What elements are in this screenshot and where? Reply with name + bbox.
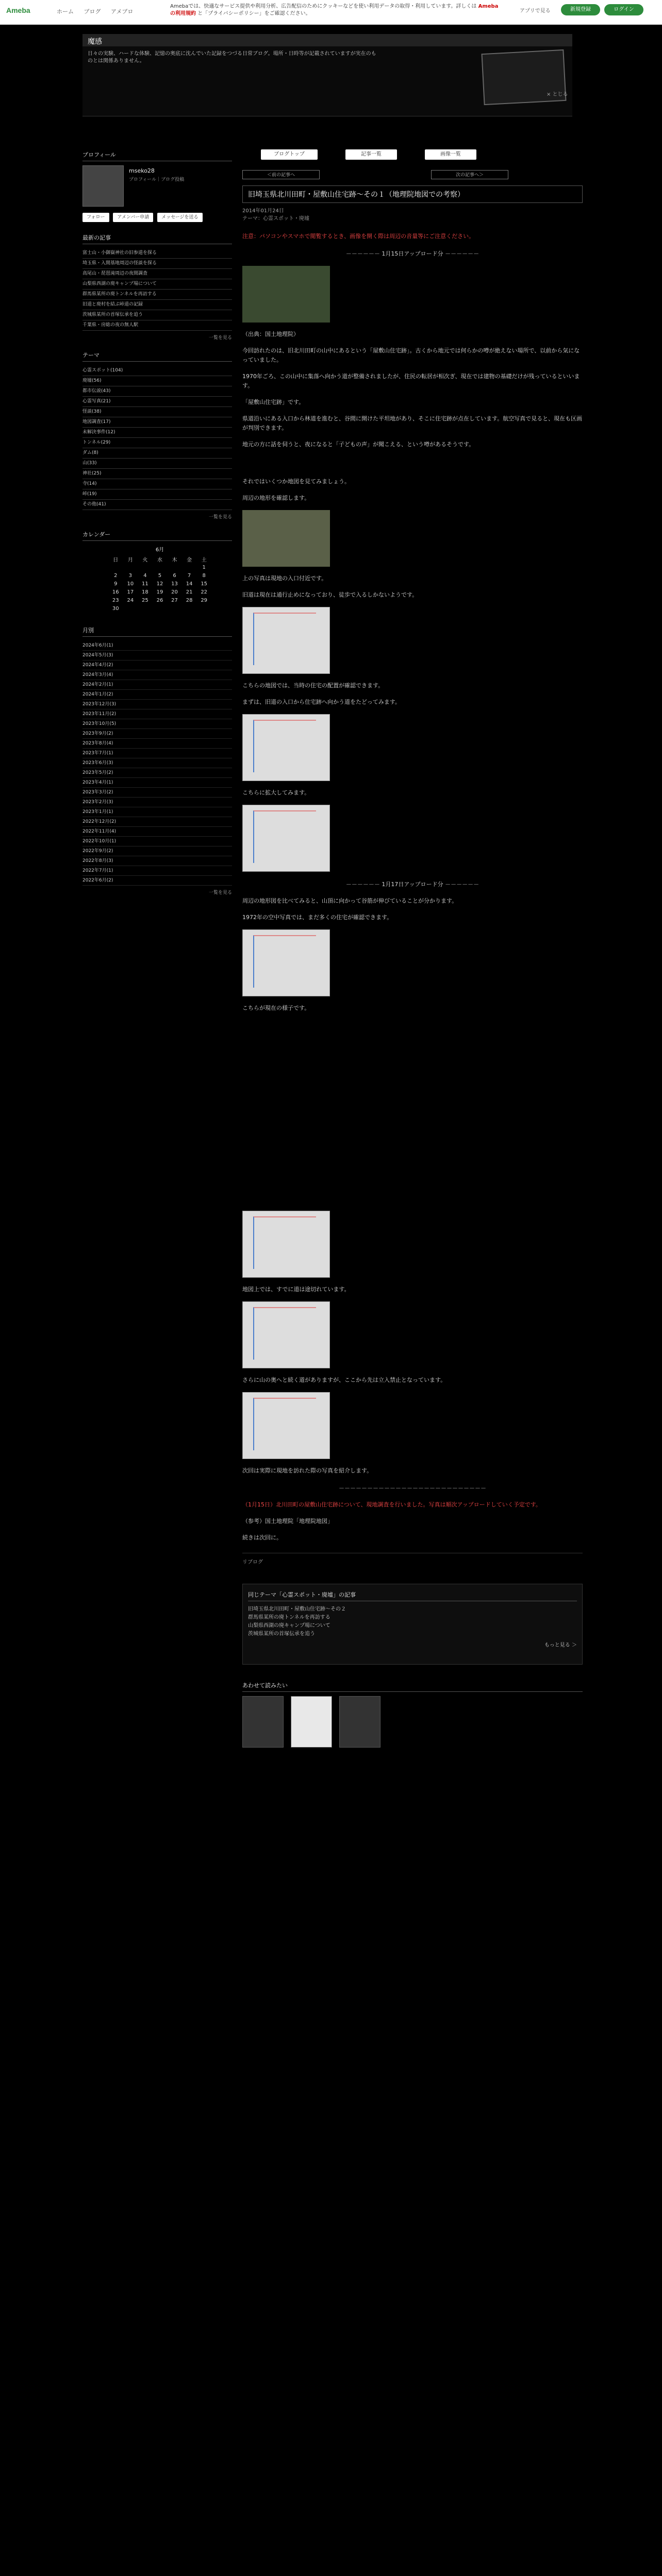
article-theme[interactable]: テーマ：心霊スポット・廃墟 <box>242 216 309 222</box>
calendar-week: 1 <box>202 564 206 570</box>
paragraph: 次回は実際に現地を訪れた際の写真を紹介します。 <box>242 1467 373 1474</box>
image-list-button[interactable]: 画像一覧 <box>425 149 476 160</box>
nav-ameblo[interactable]: アメブロ <box>111 8 134 15</box>
recommend-thumbnail[interactable] <box>339 1696 380 1748</box>
list-item[interactable]: 心霊写真(21) <box>82 397 232 407</box>
calendar-week: 30 <box>112 605 119 612</box>
same-theme-box <box>242 1584 583 1665</box>
map-image[interactable] <box>242 1392 330 1459</box>
calendar-month: 6月 <box>155 547 164 553</box>
paragraph: こちらの地図では、当時の住宅の配置が確認できます。 <box>242 682 384 689</box>
close-button[interactable]: × とじる <box>547 92 568 97</box>
list-item[interactable]: 2023年1月(1) <box>82 807 232 817</box>
map-image[interactable] <box>242 714 330 781</box>
list-item[interactable]: 富士山・小御嶽神社の旧参道を探る <box>82 248 232 259</box>
list-item[interactable]: 千葉県・房総の夜の無人駅 <box>82 320 232 331</box>
terms-link[interactable]: Amebaの利用規約 <box>170 4 499 16</box>
list-item[interactable]: 茨城県某所の首塚伝承を追う <box>82 310 232 320</box>
cookie-notice: Amebaでは、快適なサービス提供や利用分析、広告配信のためにクッキーなどを使い利用データの取得・利用しています。詳しくは Amebaの利用規約 と「プライバシーポリシー」をご確認ください。 <box>170 4 499 16</box>
reblog-button[interactable]: リブログ <box>242 1560 263 1565</box>
list-item[interactable]: 山(33) <box>82 459 232 469</box>
paragraph: 上の写真は現地の入口付近です。 <box>242 575 327 582</box>
calendar-week: 2 3 4 5 6 7 8 <box>114 572 206 579</box>
article-warning: 注意：パソコンやスマホで閲覧するとき、画像を開く際は周辺の音量等にご注意ください。 <box>242 233 475 240</box>
list-item[interactable]: 2023年10月(5) <box>82 719 232 729</box>
blog-header <box>82 34 572 116</box>
map-image[interactable] <box>242 607 330 674</box>
calendar-heading: カレンダー <box>82 529 232 541</box>
blog-title[interactable]: 魔感 <box>82 34 572 46</box>
paragraph: 1970年ごろ、この山中に集落へ向かう道が整備されましたが、住民の転居が相次ぎ、現在では建物の基礎だけが残っているといいます。 <box>242 373 580 389</box>
list-item[interactable]: 未解決事件(12) <box>82 428 232 438</box>
paragraph: 1972年の空中写真では、まだ多くの住宅が確認できます。 <box>242 914 393 921</box>
article-list-button[interactable]: 記事一覧 <box>345 149 397 160</box>
separator: －－－－－－－－－－－－－－－－－－－－－－－－－－ <box>339 1485 486 1492</box>
list-item[interactable]: 2024年4月(2) <box>82 660 232 670</box>
recommend-thumbnail[interactable] <box>242 1696 284 1748</box>
list-item[interactable]: 2023年5月(2) <box>82 768 232 778</box>
recommend-thumbnail[interactable] <box>291 1696 332 1748</box>
avatar[interactable] <box>82 165 124 207</box>
main-content <box>242 149 583 1749</box>
list-item[interactable]: 2023年11月(2) <box>82 709 232 719</box>
list-item[interactable]: 峠(19) <box>82 489 232 500</box>
article-photo[interactable] <box>242 510 330 567</box>
paragraph: まずは、旧道の入口から住宅跡へ向かう道をたどってみます。 <box>242 699 401 705</box>
prev-article-link[interactable]: ＜前の記事へ <box>242 170 320 179</box>
paragraph: （参考）国土地理院「地理院地図」 <box>242 1518 333 1524</box>
article-title[interactable]: 旧埼玉県北川田町・屋敷山住宅跡～その１（地理院地図での考察） <box>242 185 583 203</box>
list-item[interactable]: 2023年3月(2) <box>82 788 232 798</box>
recommend-heading: あわせて読みたい <box>242 1680 583 1692</box>
list-item[interactable]: 2023年2月(3) <box>82 798 232 807</box>
calendar-week: 16 17 18 19 20 21 22 <box>112 589 208 595</box>
profile-name[interactable]: mseko28 <box>129 167 155 174</box>
map-image[interactable] <box>242 1211 330 1278</box>
sidebar <box>82 149 232 905</box>
list-item[interactable]: 2022年6月(2) <box>82 876 232 886</box>
list-item[interactable]: 2024年2月(1) <box>82 680 232 690</box>
paragraph: （1月15日）北川田町の屋敷山住宅跡について、現地調査を行いました。写真は順次アップロードしていく予定です。 <box>242 1501 541 1508</box>
same-theme-heading: 同じテーマ「心霊スポット・廃墟」の記事 <box>248 1589 577 1601</box>
article-toolbar <box>242 149 583 185</box>
list-item[interactable]: ダム(8) <box>82 448 232 459</box>
calendar-week: 9 10 11 12 13 14 15 <box>114 581 208 587</box>
profile-card <box>82 165 232 232</box>
message-button[interactable]: メッセージを送る <box>157 213 202 222</box>
list-item[interactable]: 2022年12月(2) <box>82 817 232 827</box>
list-item[interactable]: 2022年11月(4) <box>82 827 232 837</box>
reblog-bar <box>242 1553 583 1568</box>
list-item[interactable]: 2022年8月(3) <box>82 856 232 866</box>
map-image[interactable] <box>242 1301 330 1368</box>
list-item[interactable]: 茨城県某所の首塚伝承を追う <box>248 1631 315 1637</box>
list-item[interactable]: 2024年6月(1) <box>82 641 232 651</box>
list-item[interactable]: 2022年10月(1) <box>82 837 232 846</box>
recommend-section <box>242 1680 583 1749</box>
list-item[interactable]: 山梨県西湖の廃キャンプ場について <box>248 1623 330 1629</box>
list-item[interactable]: 山梨県西湖の廃キャンプ場について <box>82 279 232 290</box>
calendar-week: 23 24 25 26 27 28 29 <box>112 597 208 603</box>
paragraph: （出典：国土地理院） <box>242 331 299 337</box>
map-image[interactable] <box>242 805 330 872</box>
paragraph: さらに山の奥へと続く道がありますが、ここから先は立入禁止となっています。 <box>242 1377 446 1383</box>
paragraph: 「屋敷山住宅跡」です。 <box>242 399 305 405</box>
list-item[interactable]: 廃墟(56) <box>82 376 232 386</box>
ameba-logo[interactable]: Ameba <box>6 6 30 14</box>
theme-list <box>82 366 232 510</box>
blog-top-button[interactable]: ブログトップ <box>261 149 318 160</box>
recent-more-link[interactable]: 一覧を見る <box>208 335 232 341</box>
recent-list <box>82 248 232 331</box>
separator: －－－－－－ 1月17日アップロード分 －－－－－－ <box>345 881 479 888</box>
article-date: 2014年01月24日 <box>242 208 284 214</box>
calendar <box>108 545 211 613</box>
theme-more-link[interactable]: 一覧を見る <box>208 515 232 520</box>
list-item[interactable]: 心霊スポット(104) <box>82 366 232 376</box>
list-item[interactable]: 2023年6月(3) <box>82 758 232 768</box>
list-item[interactable]: 2023年8月(4) <box>82 739 232 749</box>
list-item[interactable]: その他(41) <box>82 500 232 510</box>
profile-heading: プロフィール <box>82 149 232 161</box>
recent-heading: 最新の記事 <box>82 232 232 244</box>
list-item[interactable]: 2023年7月(1) <box>82 749 232 758</box>
list-item[interactable]: 旧道と廃村を結ぶ峠道の記録 <box>82 300 232 310</box>
list-item[interactable]: 寺(14) <box>82 479 232 489</box>
list-item[interactable]: 群馬県某所の廃トンネルを再訪する <box>248 1615 330 1620</box>
paragraph: 周辺の地形図を比べてみると、山頂に向かって谷筋が伸びていることが分かります。 <box>242 897 458 904</box>
top-bar <box>0 0 662 25</box>
paragraph: それではいくつか地図を見てみましょう。 <box>242 478 350 485</box>
calendar-weekdays: 日 月 火 水 木 金 土 <box>113 557 207 563</box>
list-item[interactable]: 群馬県某所の廃トンネルを再訪する <box>82 290 232 300</box>
paragraph: 地図上では、すでに道は途切れています。 <box>242 1286 350 1293</box>
nav-blog[interactable]: ブログ <box>84 8 101 15</box>
paragraph: 今回訪れたのは、旧北川田町の山中にあるという「屋敷山住宅跡」。古くから地元では何らかの噂が絶えない場所で、以前から気になっていました。 <box>242 347 580 363</box>
paragraph: こちらに拡大してみます。 <box>242 789 310 796</box>
article-meta <box>242 206 583 222</box>
article-body <box>242 232 583 1543</box>
same-theme-more[interactable]: もっと見る ＞ <box>544 1642 577 1648</box>
article-photo[interactable] <box>242 266 330 323</box>
list-item[interactable]: 2022年9月(2) <box>82 846 232 856</box>
list-item[interactable]: 高尾山・琵琶滝周辺の夜間調査 <box>82 269 232 279</box>
archive-list <box>82 641 232 886</box>
list-item[interactable]: 2024年5月(3) <box>82 651 232 660</box>
blog-description: 日々の実験、ハードな体験、記憶の奥底に沈んでいた記録をつづる日常ブログ。場所・日時等が記載されていますが実在のものとは関係ありません。 <box>88 51 376 64</box>
paragraph: 周辺の地形を確認します。 <box>242 495 310 501</box>
list-item[interactable]: 地図調査(17) <box>82 417 232 428</box>
list-item[interactable]: 神社(25) <box>82 469 232 479</box>
paragraph: 続きは次回に。 <box>242 1534 282 1541</box>
list-item[interactable]: 怪談(38) <box>82 407 232 417</box>
nav-home[interactable]: ホーム <box>57 8 74 15</box>
theme-heading: テーマ <box>82 350 232 362</box>
separator: －－－－－－ 1月15日アップロード分 －－－－－－ <box>345 250 479 257</box>
top-nav <box>57 7 141 15</box>
list-item[interactable]: 2023年9月(2) <box>82 729 232 739</box>
list-item[interactable]: 2024年1月(2) <box>82 690 232 700</box>
paragraph: 地元の方に話を伺うと、夜になると「子どもの声」が聞こえる、という噂があるそうです。 <box>242 441 475 448</box>
follow-button[interactable]: フォロー <box>82 213 109 222</box>
list-item[interactable]: 2024年3月(4) <box>82 670 232 680</box>
list-item[interactable]: 旧埼玉県北川田町・屋敷山住宅跡～その２ <box>248 1606 346 1612</box>
paragraph: 県道沿いにある入口から林道を進むと、谷間に開けた平坦地があり、そこに住宅跡が点在しています。航空写真で見ると、現在も区画が判別できます。 <box>242 415 583 431</box>
map-image[interactable] <box>242 929 330 996</box>
paragraph: 旧道は現在は通行止めになっており、徒歩で入るしかないようです。 <box>242 591 418 598</box>
login-button[interactable]: ログイン <box>604 4 643 15</box>
next-article-link[interactable]: 次の記事へ＞ <box>431 170 508 179</box>
list-item[interactable]: 2022年7月(1) <box>82 866 232 876</box>
list-item[interactable]: 2023年12月(3) <box>82 700 232 709</box>
list-item[interactable]: 埼玉県・入間基地周辺の怪談を探る <box>82 259 232 269</box>
archive-more-link[interactable]: 一覧を見る <box>208 890 232 895</box>
paragraph: こちらが現在の様子です。 <box>242 1005 310 1011</box>
amember-button[interactable]: アメンバー申請 <box>113 213 153 222</box>
list-item[interactable]: 都市伝説(43) <box>82 386 232 397</box>
list-item[interactable]: トンネル(29) <box>82 438 232 448</box>
register-button[interactable]: 新規登録 <box>561 4 600 15</box>
profile-meta[interactable]: プロフィール｜ブログ投稿 <box>129 177 185 182</box>
app-link[interactable]: アプリで見る <box>520 8 551 14</box>
list-item[interactable]: 2023年4月(1) <box>82 778 232 788</box>
archive-heading: 月別 <box>82 625 232 637</box>
